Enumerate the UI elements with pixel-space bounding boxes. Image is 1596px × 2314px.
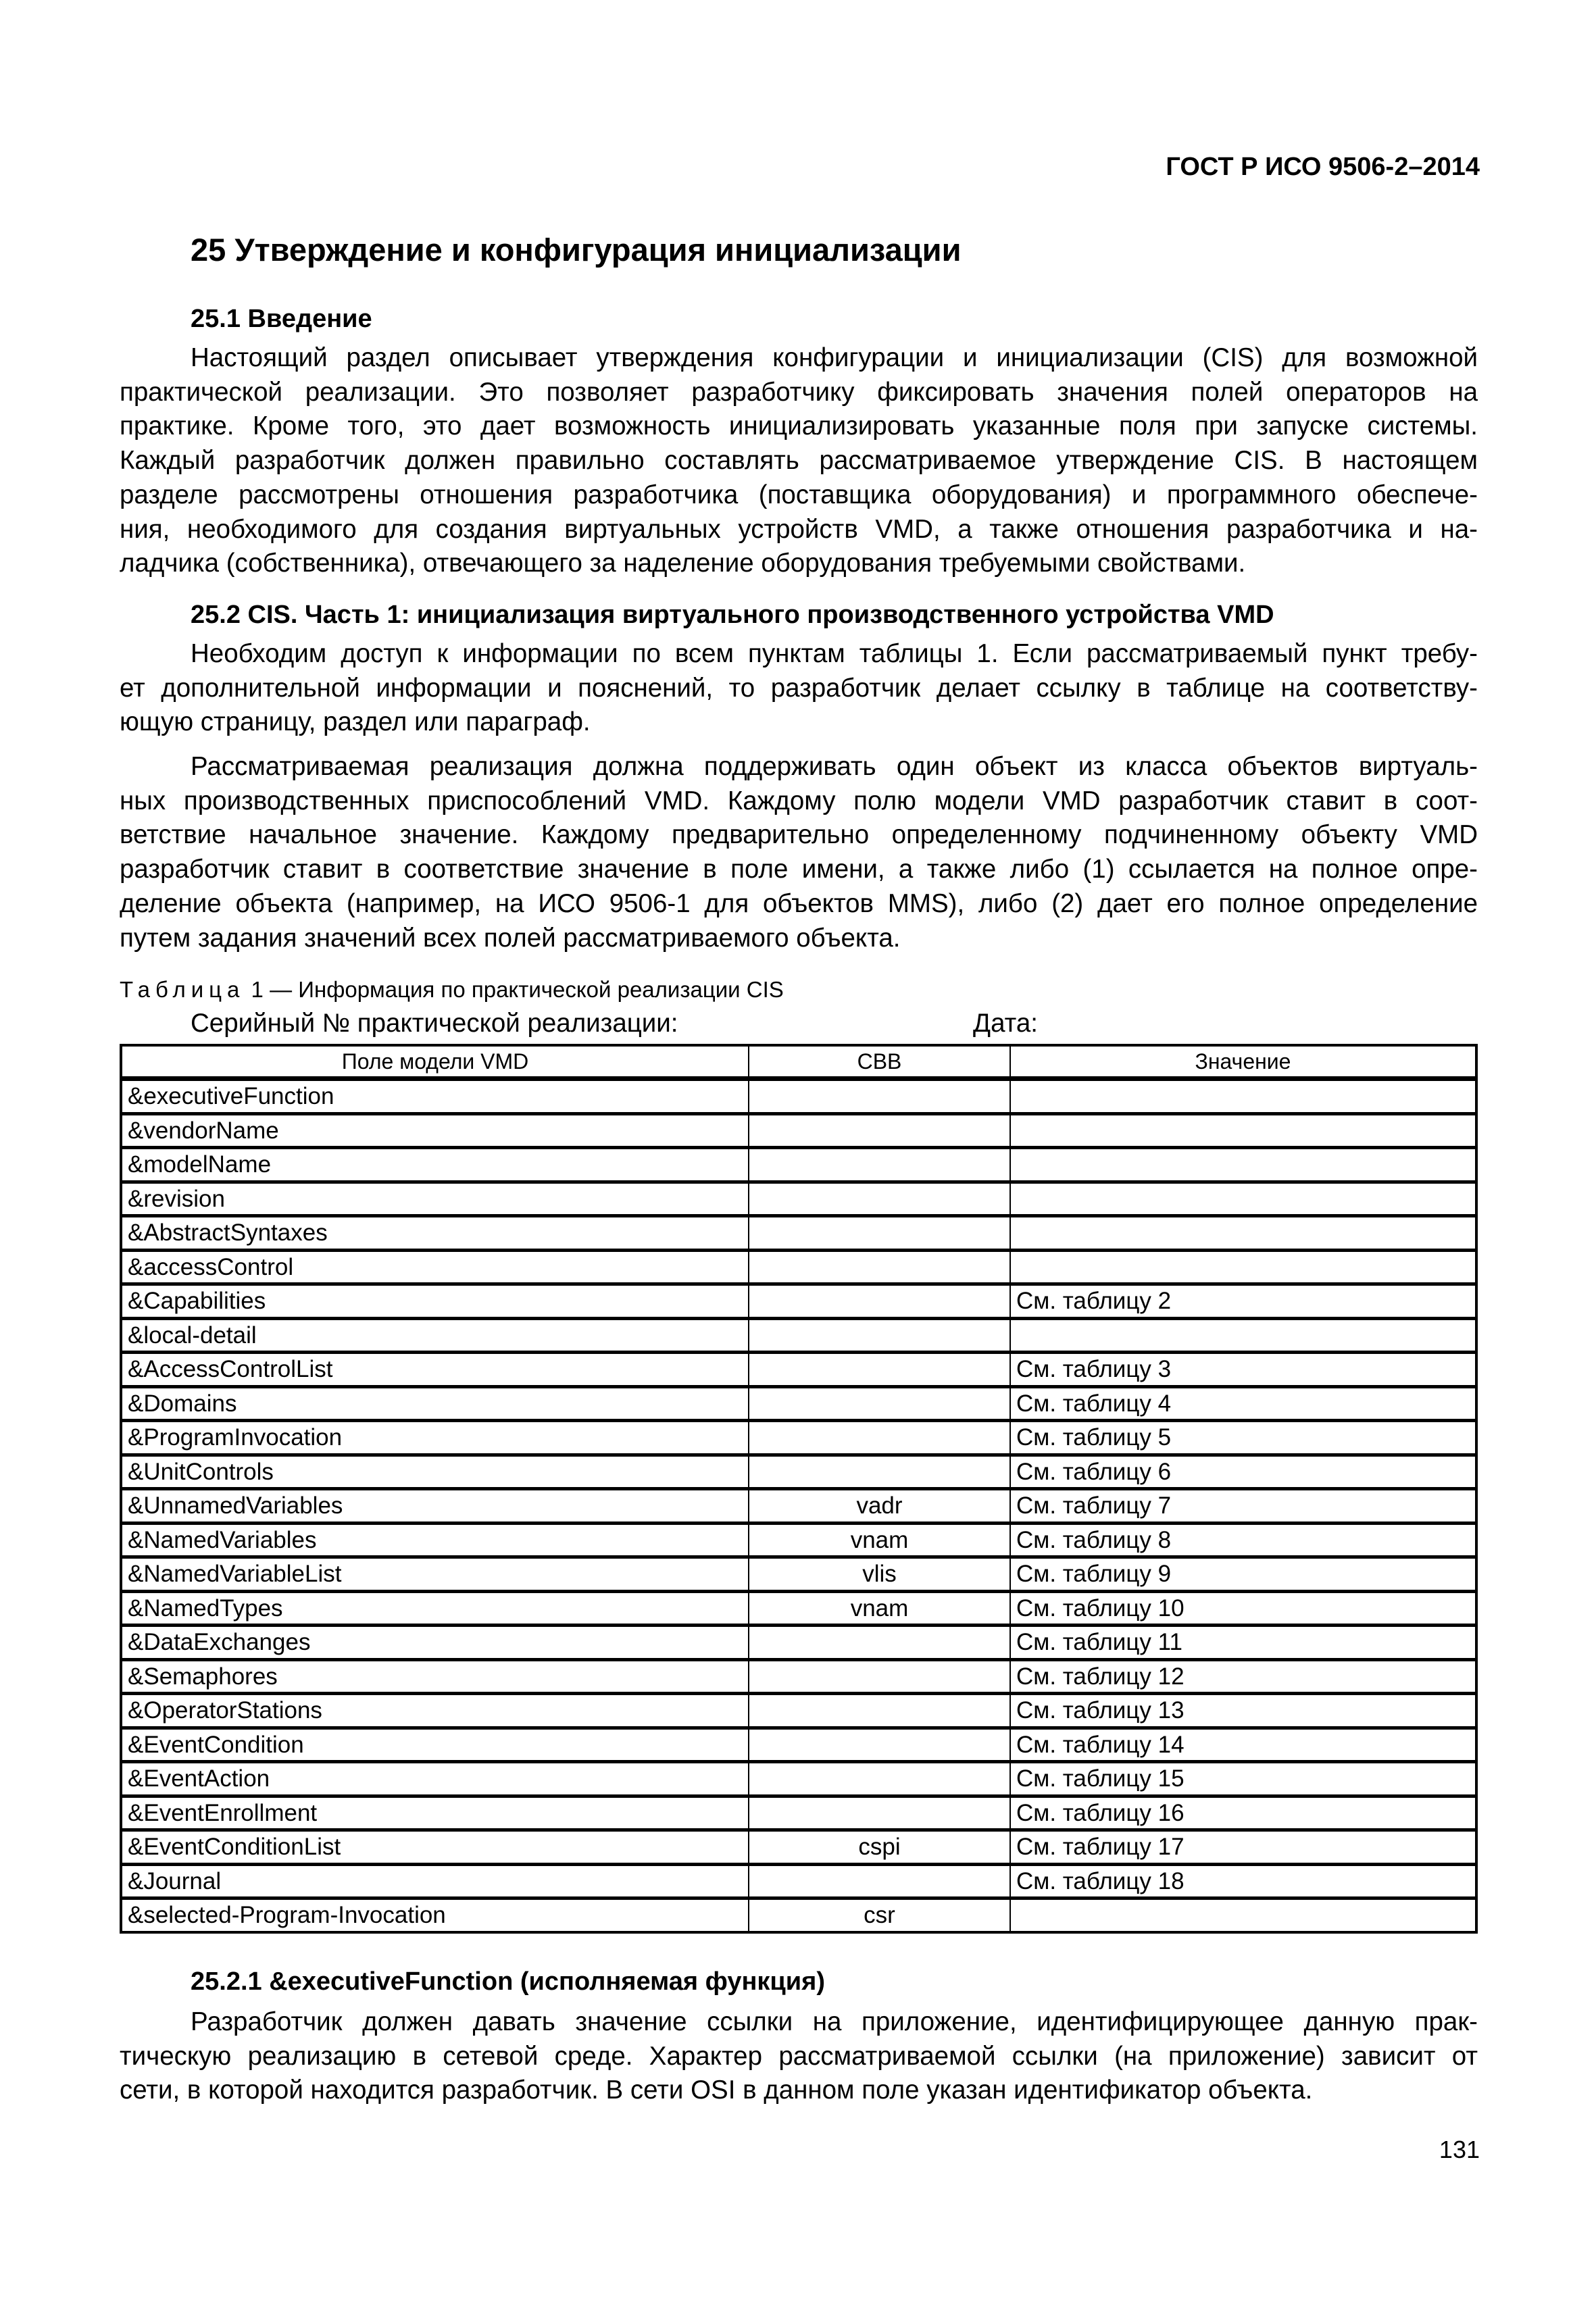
vmd-field-cell: &vendorName: [121, 1113, 749, 1148]
vmd-field-cell: &AccessControlList: [121, 1353, 749, 1387]
cis-part1-paragraph-2: [120, 750, 1478, 955]
table-row: [121, 1728, 1476, 1762]
value-cell: См. таблицу 14: [1010, 1728, 1476, 1762]
text-line: сети, в которой находится разработчик. В сети OSI в данном поле указан идентификатор объекта.: [120, 2076, 1313, 2105]
cbb-cell: vadr: [749, 1489, 1010, 1524]
table-row: [121, 1796, 1476, 1830]
vmd-field-cell: &ProgramInvocation: [121, 1421, 749, 1455]
intro-paragraph: [120, 341, 1478, 581]
table-row: [121, 1148, 1476, 1182]
value-cell: См. таблицу 9: [1010, 1557, 1476, 1592]
cbb-cell: [749, 1182, 1010, 1216]
cbb-cell: [749, 1455, 1010, 1489]
vmd-field-cell: &EventEnrollment: [121, 1796, 749, 1830]
cbb-cell: [749, 1148, 1010, 1182]
table-header-row: [121, 1045, 1476, 1079]
value-cell: См. таблицу 4: [1010, 1386, 1476, 1421]
vmd-field-cell: &UnitControls: [121, 1455, 749, 1489]
table-row: [121, 1455, 1476, 1489]
value-cell: [1010, 1182, 1476, 1216]
value-cell: [1010, 1216, 1476, 1251]
cbb-cell: [749, 1113, 1010, 1148]
section-title: 25 Утверждение и конфигурация инициализации: [191, 232, 962, 268]
cbb-cell: csr: [749, 1898, 1010, 1932]
vmd-field-cell: &Semaphores: [121, 1659, 749, 1694]
table-row: [121, 1079, 1476, 1114]
table-row: [121, 1113, 1476, 1148]
page-number: 131: [1439, 2136, 1480, 2163]
value-cell: См. таблицу 18: [1010, 1864, 1476, 1898]
vmd-field-cell: &accessControl: [121, 1250, 749, 1284]
paragraph: [120, 637, 1478, 740]
vmd-field-cell: &UnnamedVariables: [121, 1489, 749, 1524]
table-row: [121, 1762, 1476, 1796]
vmd-field-cell: &EventConditionList: [121, 1830, 749, 1865]
value-cell: [1010, 1250, 1476, 1284]
cbb-cell: [749, 1079, 1010, 1114]
value-cell: См. таблицу 13: [1010, 1694, 1476, 1728]
vmd-field-cell: &selected-Program-Invocation: [121, 1898, 749, 1932]
value-cell: См. таблицу 16: [1010, 1796, 1476, 1830]
table-row: [121, 1557, 1476, 1592]
column-header-vmd-field: Поле модели VMD: [121, 1045, 749, 1079]
cbb-cell: vlis: [749, 1557, 1010, 1592]
value-cell: См. таблицу 11: [1010, 1626, 1476, 1660]
paragraph: [120, 750, 1478, 955]
text-line: деление объекта (например, на ИСО 9506-1 для объектов MMS), либо (2) дает его полное определение: [120, 888, 1478, 918]
table-row: [121, 1864, 1476, 1898]
value-cell: См. таблицу 12: [1010, 1659, 1476, 1694]
cbb-cell: [749, 1353, 1010, 1387]
vmd-field-cell: &EventCondition: [121, 1728, 749, 1762]
cbb-cell: [749, 1216, 1010, 1251]
table-row: [121, 1421, 1476, 1455]
vmd-field-cell: &NamedTypes: [121, 1591, 749, 1626]
cbb-cell: cspi: [749, 1830, 1010, 1865]
date-label: Дата:: [973, 1009, 1038, 1038]
text-line: путем задания значений всех полей рассматриваемого объекта.: [120, 923, 901, 953]
cbb-cell: [749, 1421, 1010, 1455]
value-cell: См. таблицу 10: [1010, 1591, 1476, 1626]
table-row: [121, 1284, 1476, 1319]
value-cell: См. таблицу 6: [1010, 1455, 1476, 1489]
value-cell: [1010, 1079, 1476, 1114]
text-line: ветствие начальное значение. Каждому предварительно определенному подчиненному объекту VMD: [120, 820, 1478, 850]
table-row: [121, 1591, 1476, 1626]
vmd-field-cell: &executiveFunction: [121, 1079, 749, 1114]
cbb-cell: [749, 1796, 1010, 1830]
vmd-field-cell: &local-detail: [121, 1318, 749, 1353]
text-line: ладчика (собственника), отвечающего за наделение оборудования требуемыми свойствами.: [120, 549, 1246, 578]
text-line: ных производственных приспособлений VMD. Каждому полю модели VMD разработчик ставит в соот-: [120, 786, 1478, 815]
cbb-cell: [749, 1386, 1010, 1421]
value-cell: [1010, 1898, 1476, 1932]
value-cell: См. таблицу 3: [1010, 1353, 1476, 1387]
cbb-cell: [749, 1728, 1010, 1762]
document-standard-code: ГОСТ Р ИСО 9506-2–2014: [1166, 153, 1480, 181]
subsection-title-intro: 25.1 Введение: [191, 305, 372, 333]
column-header-cbb: CBB: [749, 1045, 1010, 1079]
table-row: [121, 1523, 1476, 1557]
text-line: разделе рассмотрены отношения разработчика (поставщика оборудования) и программного обеспече-: [120, 480, 1478, 509]
text-line: Каждый разработчик должен правильно составлять рассматриваемое утверждение CIS. В настоящем: [120, 446, 1478, 476]
cbb-cell: [749, 1864, 1010, 1898]
vmd-field-cell: &AbstractSyntaxes: [121, 1216, 749, 1251]
table-caption-label: Таблица: [120, 977, 245, 1002]
vmd-field-cell: &Domains: [121, 1386, 749, 1421]
value-cell: См. таблицу 7: [1010, 1489, 1476, 1524]
table-row: [121, 1626, 1476, 1660]
vmd-field-cell: &OperatorStations: [121, 1694, 749, 1728]
table-row: [121, 1830, 1476, 1865]
value-cell: [1010, 1148, 1476, 1182]
text-line: практической реализации. Это позволяет разработчику фиксировать значения полей операторов на: [120, 377, 1478, 407]
cbb-cell: vnam: [749, 1523, 1010, 1557]
cbb-cell: [749, 1659, 1010, 1694]
vmd-field-cell: &DataExchanges: [121, 1626, 749, 1660]
table-row: [121, 1318, 1476, 1353]
cbb-cell: [749, 1694, 1010, 1728]
text-line: ния, необходимого для создания виртуальных устройств VMD, а также отношения разработчика и на-: [120, 514, 1478, 544]
column-header-value: Значение: [1010, 1045, 1476, 1079]
vmd-field-cell: &NamedVariables: [121, 1523, 749, 1557]
cbb-cell: [749, 1284, 1010, 1319]
text-line: Настоящий раздел описывает утверждения конфигурации и инициализации (CIS) для возможной: [191, 343, 1478, 372]
cbb-cell: [749, 1318, 1010, 1353]
value-cell: См. таблицу 5: [1010, 1421, 1476, 1455]
table-caption-text: 1 — Информация по практической реализации CIS: [245, 977, 784, 1002]
cbb-cell: [749, 1626, 1010, 1660]
text-line: тическую реализацию в сетевой среде. Характер рассматриваемой ссылки (на приложение) зависит от: [120, 2041, 1478, 2071]
vmd-field-cell: &revision: [121, 1182, 749, 1216]
value-cell: См. таблицу 2: [1010, 1284, 1476, 1319]
text-line: Разработчик должен давать значение ссылки на приложение, идентифицирующее данную прак-: [191, 2007, 1478, 2036]
text-line: разработчик ставит в соответствие значение в поле имени, а также либо (1) ссылается на полное опре-: [120, 855, 1478, 884]
table-caption: [120, 975, 784, 1005]
cbb-cell: vnam: [749, 1591, 1010, 1626]
cbb-cell: [749, 1762, 1010, 1796]
text-line: практике. Кроме того, это дает возможность инициализировать указанные поля при запуске системы.: [120, 411, 1478, 441]
paragraph: [120, 2005, 1478, 2108]
paragraph: [120, 341, 1478, 581]
cbb-cell: [749, 1250, 1010, 1284]
table-row: [121, 1659, 1476, 1694]
text-line: ет дополнительной информации и пояснений, то разработчик делает ссылку в таблице на соответству-: [120, 673, 1478, 703]
executive-function-paragraph: [120, 2005, 1478, 2108]
value-cell: См. таблицу 8: [1010, 1523, 1476, 1557]
table-row: [121, 1182, 1476, 1216]
vmd-field-cell: &NamedVariableList: [121, 1557, 749, 1592]
cis-implementation-table: [120, 1044, 1478, 1934]
serial-number-label: Серийный № практической реализации:: [191, 1009, 678, 1038]
table-row: [121, 1216, 1476, 1251]
subsection-title-executive-function: 25.2.1 &executiveFunction (исполняемая функция): [191, 1967, 825, 1996]
vmd-field-cell: &Journal: [121, 1864, 749, 1898]
value-cell: См. таблицу 15: [1010, 1762, 1476, 1796]
value-cell: [1010, 1318, 1476, 1353]
text-line: ющую страницу, раздел или параграф.: [120, 707, 591, 737]
table-row: [121, 1250, 1476, 1284]
table-row: [121, 1489, 1476, 1524]
subsection-title-cis-part1: 25.2 CIS. Часть 1: инициализация виртуального производственного устройства VMD: [191, 601, 1274, 629]
cis-part1-paragraph-1: [120, 637, 1478, 740]
table-row: [121, 1898, 1476, 1932]
table-row: [121, 1386, 1476, 1421]
vmd-field-cell: &Capabilities: [121, 1284, 749, 1319]
value-cell: См. таблицу 17: [1010, 1830, 1476, 1865]
vmd-field-cell: &EventAction: [121, 1762, 749, 1796]
table-row: [121, 1694, 1476, 1728]
vmd-field-cell: &modelName: [121, 1148, 749, 1182]
text-line: Рассматриваемая реализация должна поддерживать один объект из класса объектов виртуаль-: [191, 752, 1478, 781]
text-line: Необходим доступ к информации по всем пунктам таблицы 1. Если рассматриваемый пункт требу-: [191, 639, 1478, 668]
value-cell: [1010, 1113, 1476, 1148]
table-row: [121, 1353, 1476, 1387]
